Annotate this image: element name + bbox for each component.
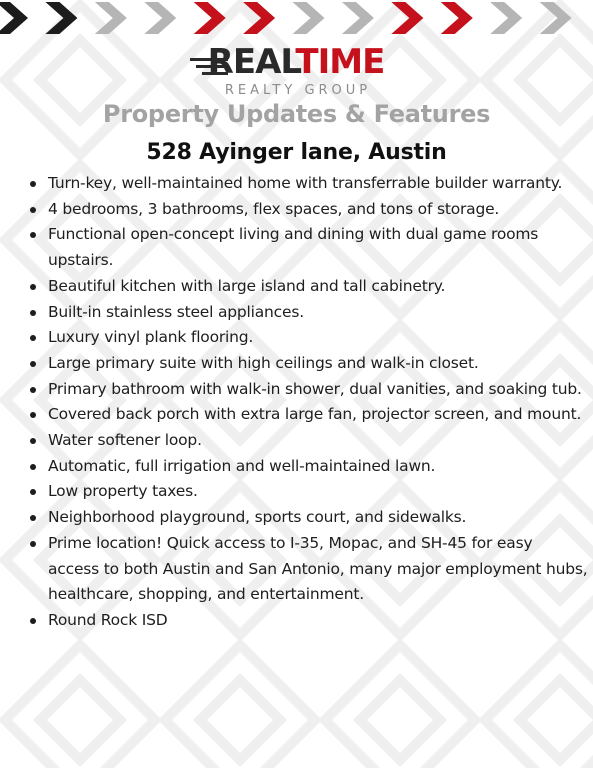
chevron-shape bbox=[194, 2, 226, 34]
chevron-shape bbox=[45, 2, 77, 34]
chevron-shape bbox=[540, 2, 572, 34]
svg-text:REALTIME bbox=[208, 42, 385, 82]
chevron-shape bbox=[243, 2, 275, 34]
chevron-shape bbox=[391, 2, 423, 34]
logo-wordmark-time: TIME bbox=[295, 42, 385, 82]
chevron-shape bbox=[342, 2, 374, 34]
chevron-shape bbox=[0, 2, 28, 34]
feature-list bbox=[28, 171, 588, 634]
feature-item: Luxury vinyl plank flooring. bbox=[28, 325, 588, 351]
feature-item: Automatic, full irrigation and well-maintained lawn. bbox=[28, 454, 588, 480]
feature-item: Functional open-concept living and dining with dual game rooms upstairs. bbox=[28, 222, 588, 273]
chevron-shape bbox=[441, 2, 473, 34]
feature-item: Built-in stainless steel appliances. bbox=[28, 300, 588, 326]
feature-item: Beautiful kitchen with large island and tall cabinetry. bbox=[28, 274, 588, 300]
feature-item: Prime location! Quick access to I-35, Mopac, and SH-45 for easy access to both Austin and San Antonio, many major employment hubs, healthcare, shopping, and entertainment. bbox=[28, 531, 588, 608]
feature-item: Covered back porch with extra large fan, projector screen, and mount. bbox=[28, 402, 588, 428]
feature-item: Round Rock ISD bbox=[28, 608, 588, 634]
chevron-border-decoration bbox=[0, 0, 593, 40]
chevron-shape bbox=[293, 2, 325, 34]
property-address: 528 Ayinger lane, Austin bbox=[146, 140, 447, 165]
feature-item: Turn-key, well-maintained home with transferrable builder warranty. bbox=[28, 171, 588, 197]
logo-tagline: REALTY GROUP bbox=[224, 83, 372, 98]
page-title: Property Updates & Features bbox=[102, 100, 491, 128]
feature-item: Large primary suite with high ceilings and walk-in closet. bbox=[28, 351, 588, 377]
chevron-shape bbox=[144, 2, 176, 34]
feature-item: Low property taxes. bbox=[28, 479, 588, 505]
feature-item: Neighborhood playground, sports court, and sidewalks. bbox=[28, 505, 588, 531]
chevron-shape bbox=[95, 2, 127, 34]
feature-item: Water softener loop. bbox=[28, 428, 588, 454]
feature-item: 4 bedrooms, 3 bathrooms, flex spaces, and tons of storage. bbox=[28, 197, 588, 223]
feature-item: Primary bathroom with walk-in shower, dual vanities, and soaking tub. bbox=[28, 377, 588, 403]
logo-wordmark-real: REAL bbox=[207, 42, 296, 82]
chevron-shape bbox=[490, 2, 522, 34]
realtime-logo bbox=[0, 40, 593, 100]
